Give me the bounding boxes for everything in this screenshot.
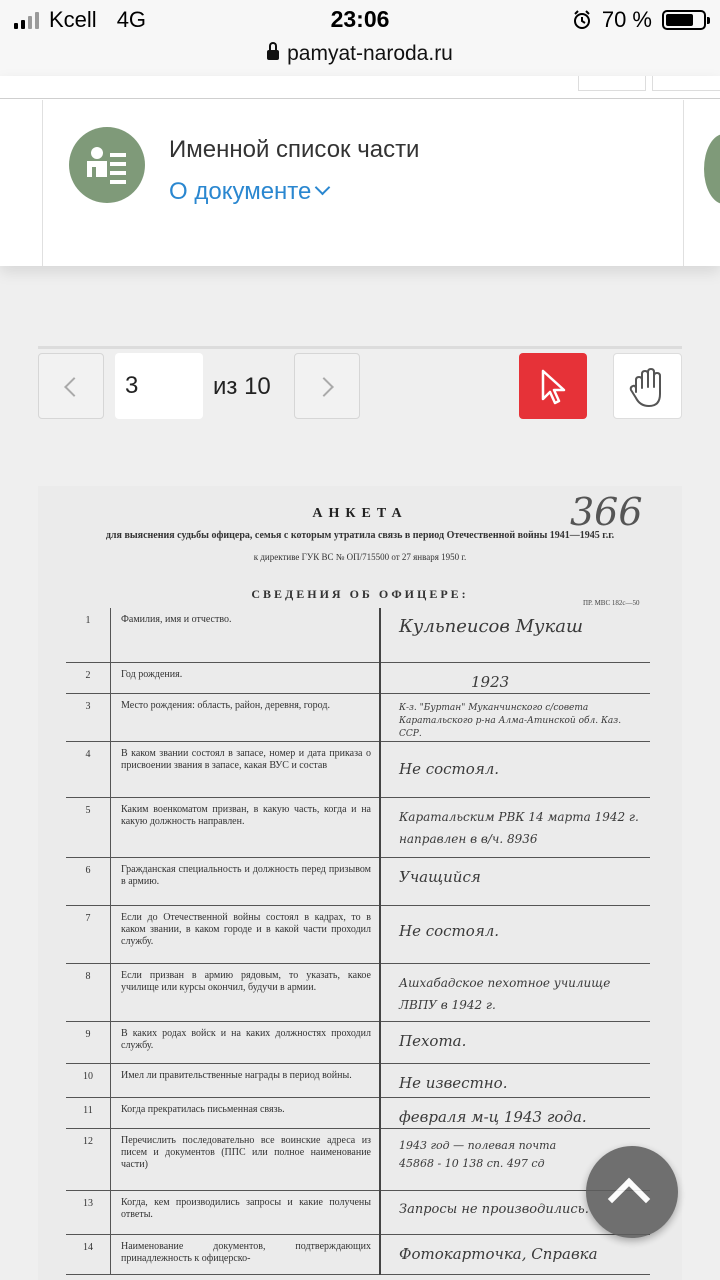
page-total-label: из 10 <box>213 373 271 400</box>
person-list-icon <box>69 127 145 203</box>
row-number: 11 <box>66 1097 111 1128</box>
cursor-icon <box>519 353 587 419</box>
scan-form-code: ПР. МВС 182с—50 <box>583 599 640 607</box>
clock: 23:06 <box>330 6 390 32</box>
row-answer: Не состоял. <box>380 741 650 797</box>
address-bar[interactable] <box>0 42 720 76</box>
row-question: Наименование документов, подтверждающих принадлежность к офицерско- <box>111 1234 381 1274</box>
table-row <box>66 857 650 905</box>
page-toolbar <box>38 346 682 421</box>
row-answer: Учащийся <box>380 857 650 905</box>
next-page-button[interactable] <box>294 353 360 419</box>
document-type-card <box>42 100 684 266</box>
carrier-name: Kcell <box>49 7 97 32</box>
row-number: 13 <box>66 1190 111 1234</box>
row-answer: Фотокарточка, Справка <box>380 1234 650 1274</box>
row-number: 2 <box>66 662 111 693</box>
divider <box>0 98 720 99</box>
handwritten-number: 366 <box>570 490 643 534</box>
row-question: Перечислить последовательно все воинские адреса из писем и документов (ППС или полное наименование части) <box>111 1128 381 1190</box>
row-question: Год рождения. <box>111 662 381 693</box>
row-answer: Не состоял. <box>380 905 650 963</box>
table-row <box>66 963 650 1021</box>
row-question: Когда прекратилась письменная связь. <box>111 1097 381 1128</box>
status-bar <box>0 0 720 42</box>
document-type-title: Именной список части <box>169 136 420 163</box>
document-header-card <box>0 76 720 266</box>
table-row <box>66 1097 650 1128</box>
row-question: Гражданская специальность и должность перед призывом в армию. <box>111 857 381 905</box>
chevron-up-icon <box>608 1178 650 1220</box>
row-answer: Не известно. <box>380 1063 650 1097</box>
document-scan-image[interactable] <box>38 486 682 1280</box>
row-number: 5 <box>66 797 111 857</box>
row-number: 4 <box>66 741 111 797</box>
hand-icon <box>614 354 683 420</box>
next-document-icon[interactable] <box>704 134 720 204</box>
table-row <box>66 905 650 963</box>
scan-subtitle: для выяснения судьбы офицера, семья с которым утратила связь в период Отечественной войны 1941—1945 г.г. <box>105 530 615 541</box>
row-number: 3 <box>66 693 111 741</box>
row-number: 9 <box>66 1021 111 1063</box>
pan-mode-button[interactable] <box>613 353 682 419</box>
row-answer: февраля м-ц 1943 года. <box>380 1097 650 1128</box>
row-number: 10 <box>66 1063 111 1097</box>
row-number: 12 <box>66 1128 111 1190</box>
scan-title: АНКЕТА <box>312 506 408 521</box>
row-question: В каких родах войск и на каких должностях проходил службу. <box>111 1021 381 1063</box>
row-question: Если призван в армию рядовым, то указать, какое училище или курсы окончил, будучи в армии. <box>111 963 381 1021</box>
row-question: Фамилия, имя и отчество. <box>111 608 381 662</box>
page-number-input[interactable] <box>115 353 203 419</box>
row-answer: Кульпеисов Мукаш <box>380 608 650 662</box>
row-number: 1 <box>66 608 111 662</box>
row-number: 7 <box>66 905 111 963</box>
chevron-right-icon <box>314 377 334 397</box>
table-row <box>66 1021 650 1063</box>
alarm-icon <box>572 10 592 30</box>
about-document-label: О документе <box>169 178 312 205</box>
about-document-link[interactable] <box>169 178 328 206</box>
network-type: 4G <box>116 7 147 32</box>
questionnaire-table <box>66 608 650 1275</box>
row-number: 14 <box>66 1234 111 1274</box>
top-tab-button[interactable] <box>652 76 720 91</box>
table-row <box>66 693 650 741</box>
table-row <box>66 1128 650 1190</box>
row-number: 8 <box>66 963 111 1021</box>
row-answer: Ашхабадское пехотное училище ЛВПУ в 1942 г. <box>380 963 650 1021</box>
table-row <box>66 662 650 693</box>
scan-section-heading: СВЕДЕНИЯ ОБ ОФИЦЕРЕ: <box>251 587 469 601</box>
lock-icon <box>267 50 279 60</box>
row-question: Когда, кем производились запросы и какие получены ответы. <box>111 1190 381 1234</box>
table-row <box>66 1063 650 1097</box>
row-number: 6 <box>66 857 111 905</box>
row-answer: 1923 <box>380 662 650 693</box>
row-question: Место рождения: область, район, деревня, город. <box>111 693 381 741</box>
row-answer: Каратальским РВК 14 марта 1942 г. направлен в в/ч. 8936 <box>380 797 650 857</box>
table-row <box>66 608 650 662</box>
row-question: В каком звании состоял в запасе, номер и дата приказа о присвоении звания в запасе, какая ВУС и состав <box>111 741 381 797</box>
row-question: Каким военкоматом призван, в какую часть, когда и на какую должность направлен. <box>111 797 381 857</box>
battery-percent: 70 % <box>601 7 652 32</box>
row-answer: К-з. "Буртан" Муканчинского с/совета Каратальского р-на Алма-Атинской обл. Каз. ССР. <box>380 693 650 741</box>
table-row <box>66 741 650 797</box>
pointer-mode-button[interactable] <box>519 353 587 419</box>
table-row <box>66 1234 650 1274</box>
battery-icon <box>662 10 706 30</box>
top-tab-button[interactable] <box>578 76 646 91</box>
scroll-to-top-button[interactable] <box>586 1146 678 1238</box>
chevron-left-icon <box>64 377 84 397</box>
chevron-down-icon <box>315 180 331 196</box>
row-question: Имел ли правительственные награды в период войны. <box>111 1063 381 1097</box>
row-answer: Запросы не производились. <box>380 1190 650 1234</box>
table-row <box>66 797 650 857</box>
row-question: Если до Отечественной войны состоял в кадрах, то в каком звании, в каком городе и в какой части проходил службу. <box>111 905 381 963</box>
row-answer: 1943 год — полевая почта 45868 - 10 138 сп. 497 сд <box>380 1128 650 1190</box>
prev-page-button[interactable] <box>38 353 104 419</box>
row-answer: Пехота. <box>380 1021 650 1063</box>
status-bar-right <box>572 7 706 33</box>
url-domain: pamyat-naroda.ru <box>287 42 453 65</box>
scan-directive: к директиве ГУК ВС № ОП/715500 от 27 января 1950 г. <box>253 552 467 562</box>
table-row <box>66 1190 650 1234</box>
